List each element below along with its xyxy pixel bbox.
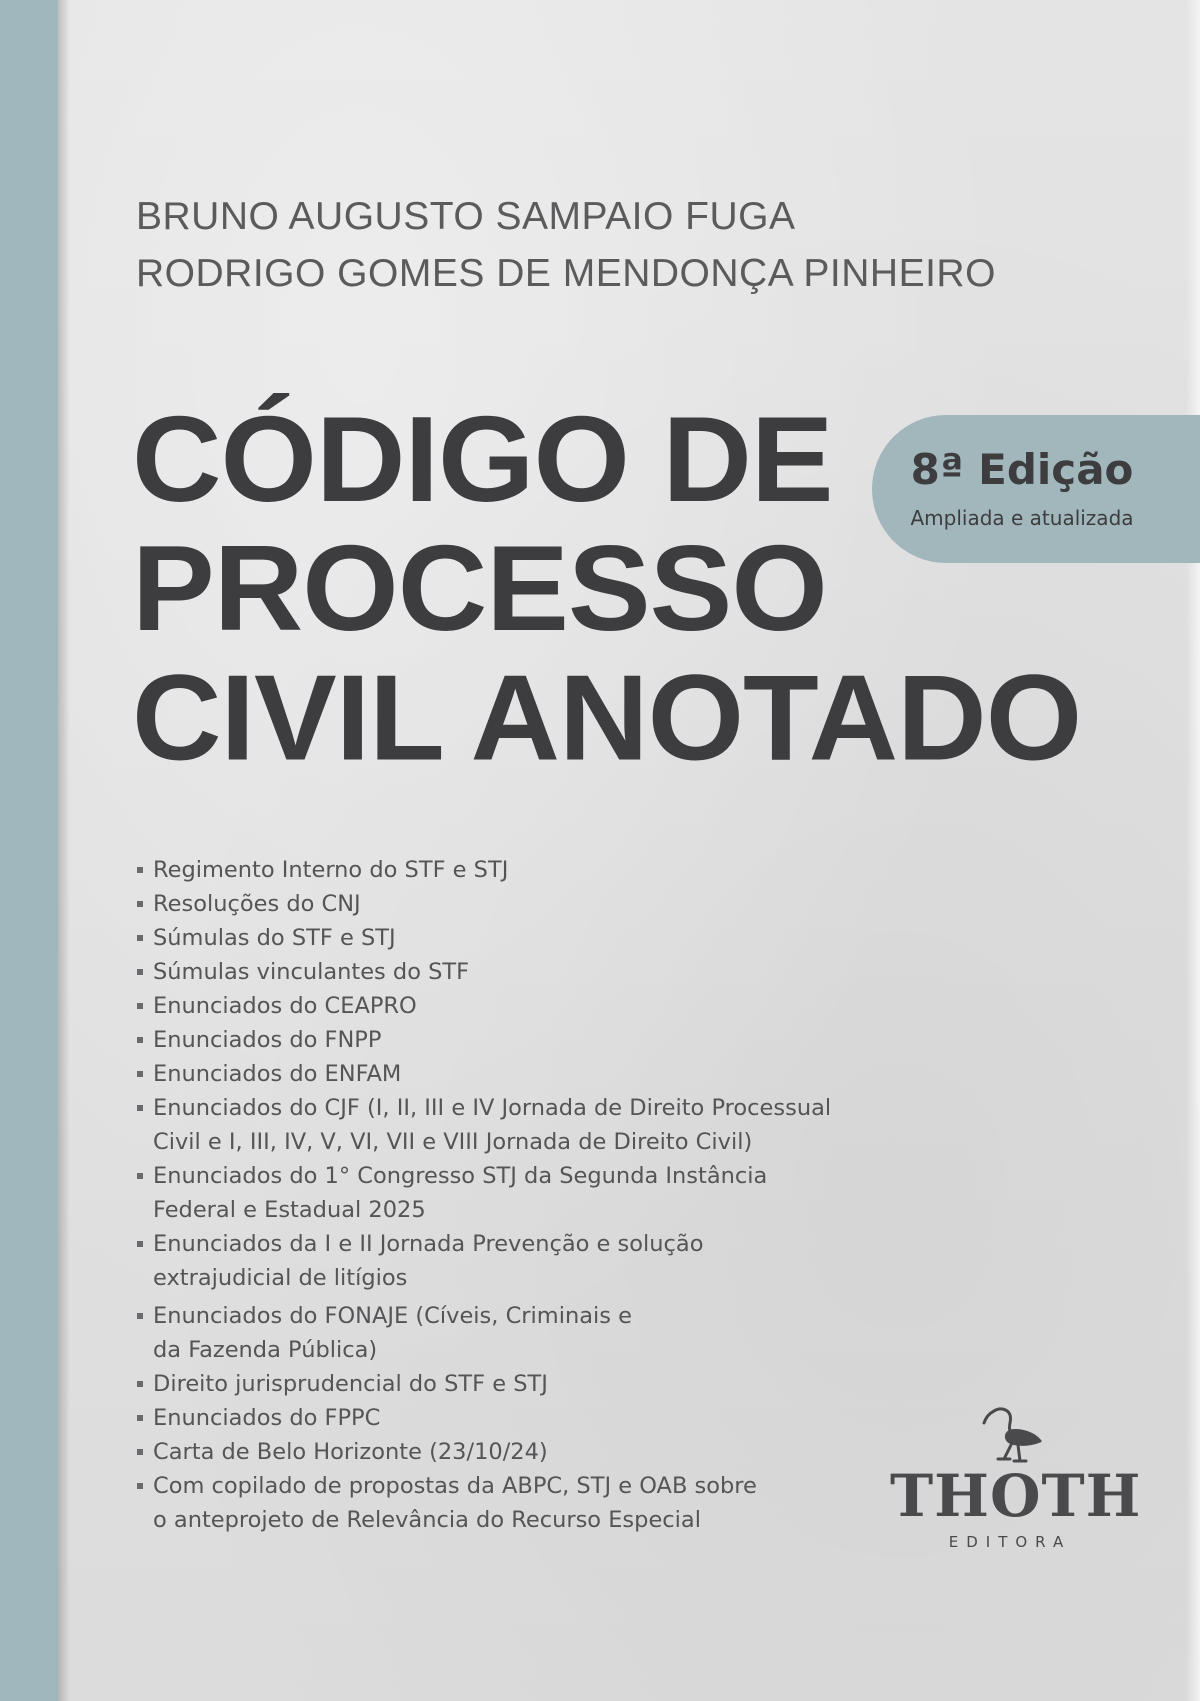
bullet-icon [137,901,143,907]
feature-item [137,989,837,1023]
page-edge [1186,0,1200,1701]
feature-item [137,1159,837,1227]
feature-text: Enunciados do CJF (I, II, III e IV Jornada de Direito Processual [153,1095,832,1121]
feature-item [137,955,837,989]
feature-item [137,1367,837,1401]
author-name: RODRIGO GOMES DE MENDONÇA PINHEIRO [136,252,996,295]
feature-item [137,1091,837,1159]
bullet-icon [137,867,143,873]
author-list [136,188,996,302]
feature-item [137,921,837,955]
bullet-icon [137,1415,143,1421]
feature-text: Civil e I, III, IV, V, VI, VII e VIII Jornada de Direito Civil) [153,1129,753,1155]
feature-text: Enunciados do FPPC [153,1405,381,1431]
bullet-icon [137,1381,143,1387]
feature-text: Direito jurisprudencial do STF e STJ [153,1371,548,1397]
bullet-icon [137,1105,143,1111]
bullet-icon [137,1003,143,1009]
feature-text: Súmulas do STF e STJ [153,925,396,951]
feature-item [137,887,837,921]
bullet-icon [137,1449,143,1455]
edition-badge [872,415,1200,563]
author-name: BRUNO AUGUSTO SAMPAIO FUGA [136,195,796,238]
feature-text: Resoluções do CNJ [153,891,361,917]
feature-text: extrajudicial de litígios [153,1265,408,1291]
feature-item [137,1057,837,1091]
feature-text: da Fazenda Pública) [153,1337,378,1363]
feature-text: Carta de Belo Horizonte (23/10/24) [153,1439,548,1465]
feature-text: Enunciados do FONAJE (Cíveis, Criminais e [153,1303,632,1329]
bullet-icon [137,1483,143,1489]
feature-text: Súmulas vinculantes do STF [153,959,470,985]
bullet-icon [137,1173,143,1179]
bullet-icon [137,1313,143,1319]
feature-text: Enunciados do FNPP [153,1027,382,1053]
bullet-icon [137,1037,143,1043]
feature-text: Enunciados do CEAPRO [153,993,417,1019]
publisher-subtitle: EDITORA [948,1533,1072,1551]
publisher-name: THOTH [890,1462,1142,1530]
feature-item [137,1227,837,1295]
edition-label: 8ª Edição [910,445,1134,494]
feature-text: Enunciados do ENFAM [153,1061,402,1087]
feature-text: Enunciados da I e II Jornada Prevenção e solução [153,1231,704,1257]
feature-item [137,1469,837,1537]
title-line: CIVIL ANOTADO [132,650,1082,787]
bullet-icon [137,1071,143,1077]
spine-shadow [58,0,70,1701]
feature-item [137,1299,837,1367]
feature-text: Regimento Interno do STF e STJ [153,857,509,883]
feature-item [137,853,837,887]
feature-text: Com copilado de propostas da ABPC, STJ e OAB sobre [153,1473,757,1499]
title-line: CÓDIGO DE [132,392,833,528]
book-spine [0,0,58,1701]
bullet-icon [137,969,143,975]
bullet-icon [137,935,143,941]
feature-text: o anteprojeto de Relevância do Recurso Especial [153,1507,701,1533]
feature-item [137,1435,837,1469]
feature-item [137,1023,837,1057]
feature-text: Enunciados do 1° Congresso STJ da Segunda Instância [153,1163,768,1189]
title-line: PROCESSO [132,521,827,657]
bullet-icon [137,1241,143,1247]
edition-subtitle: Ampliada e atualizada [910,506,1134,530]
publisher-logo [890,1405,1142,1551]
feature-text: Federal e Estadual 2025 [153,1197,426,1223]
feature-item [137,1401,837,1435]
feature-list [137,853,837,1537]
